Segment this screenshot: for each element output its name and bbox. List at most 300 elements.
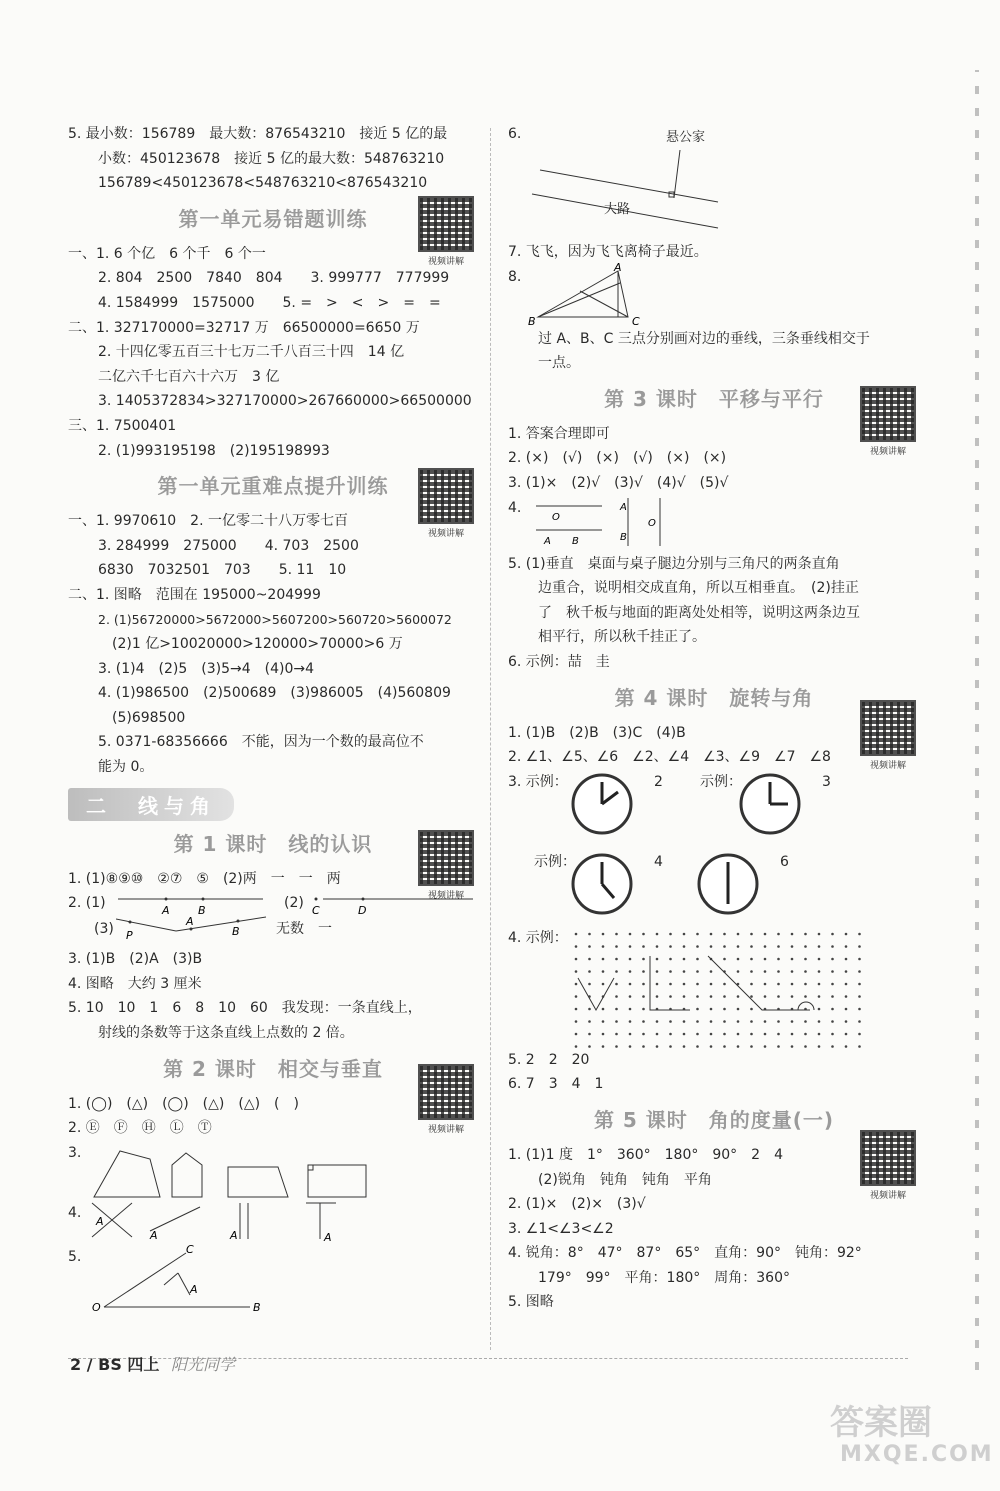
text-label: 2. (1) (68, 895, 106, 912)
text-line: 3. (1)× (2)√ (3)√ (4)√ (5)√ (508, 474, 729, 491)
text-label: 4. (68, 1204, 82, 1221)
text-label: 5. (68, 1248, 82, 1265)
qr-code[interactable] (418, 1064, 474, 1135)
grid-dot (764, 1045, 767, 1048)
grid-dot (710, 932, 713, 935)
parallel-diagram (532, 496, 692, 552)
grid-dot (602, 1032, 605, 1035)
grid-dot (764, 1032, 767, 1035)
grid-dot (845, 1032, 848, 1035)
text-line: 一、1. 6 个亿 6 个千 6 个一 (68, 245, 266, 262)
grid-dot (615, 995, 618, 998)
grid-dot (777, 957, 780, 960)
grid-dot (602, 945, 605, 948)
line-diagram-2 (116, 913, 286, 943)
grid-dot (750, 982, 753, 985)
text-line: 了 秋千板与地面的距离处处相等，说明这两条边互 (538, 604, 860, 621)
grid-dot (831, 957, 834, 960)
grid-dot (804, 957, 807, 960)
qr-caption: 视频讲解 (427, 257, 464, 267)
text-line: 5. 2 2 20 (508, 1051, 590, 1068)
grid-dot (764, 982, 767, 985)
grid-dot (791, 1045, 794, 1048)
grid-dot (791, 945, 794, 948)
grid-dot (845, 1045, 848, 1048)
brand-logo: 阳光同学 (171, 1355, 236, 1374)
grid-dot (737, 957, 740, 960)
text-line: 2. ∠1、∠5、∠6 ∠2、∠4 ∠3、∠9 ∠7 ∠8 (508, 749, 831, 766)
qr-caption: 视频讲解 (869, 1191, 906, 1201)
road-figure-row (508, 122, 920, 240)
grid-dot (764, 932, 767, 935)
parallel-figure-row (508, 496, 920, 552)
grid-dot (615, 957, 618, 960)
qr-caption: 视频讲解 (869, 761, 906, 771)
page-footer (70, 1352, 235, 1375)
grid-dot (804, 970, 807, 973)
svg-text:A: A (544, 535, 551, 547)
grid-dot (858, 932, 861, 935)
svg-text:A: A (614, 262, 622, 274)
left-column (68, 122, 478, 1315)
grid-dot (629, 970, 632, 973)
grid-dot (656, 1020, 659, 1023)
text-line: 4. 锐角：8° 47° 87° 65° 直角：90° 钝角：92° (508, 1245, 862, 1262)
grid-dot (750, 957, 753, 960)
grid-dot (710, 1020, 713, 1023)
grid-dot (723, 982, 726, 985)
grid-dot (858, 945, 861, 948)
grid-dot (588, 1020, 591, 1023)
grid-dot (737, 1045, 740, 1048)
grid-dot (696, 945, 699, 948)
grid-dot (696, 932, 699, 935)
grid-dot (710, 995, 713, 998)
grid-dot (588, 982, 591, 985)
grid-dot (777, 982, 780, 985)
grid-dot (750, 970, 753, 973)
text-line: 3. ∠1<∠3<∠2 (508, 1220, 614, 1237)
grid-dot (723, 1045, 726, 1048)
svg-text:C: C (186, 1242, 194, 1256)
grid-dot (737, 995, 740, 998)
text-line: 1. (1)1 度 1° 360° 180° 90° 2 4 (508, 1146, 783, 1163)
shapes-diagram (90, 1145, 410, 1205)
grid-dot (710, 1007, 713, 1010)
grid-dot (629, 945, 632, 948)
grid-dot (683, 982, 686, 985)
grid-dot (791, 982, 794, 985)
grid-dot (575, 957, 578, 960)
grid-dot (629, 1007, 632, 1010)
svg-text:O: O (552, 511, 560, 523)
text-line: 5. (1)垂直 桌面与桌子腿边分别与三角尺的两条直角 (508, 555, 840, 572)
grid-dot (723, 1007, 726, 1010)
svg-text:A: A (186, 915, 194, 929)
grid-dot (683, 995, 686, 998)
grid-dot (669, 1045, 672, 1048)
text-line: 3. 1405372834>327170000>267660000>66500000 (98, 393, 472, 410)
grid-dot (669, 932, 672, 935)
text-label: 6. (508, 126, 522, 142)
grid-dot (845, 957, 848, 960)
grid-dot (831, 995, 834, 998)
road-label: 大路 (604, 202, 631, 217)
grid-dot (696, 1007, 699, 1010)
angle-diagram (90, 1241, 270, 1313)
grid-dot (818, 970, 821, 973)
svg-text:B: B (620, 531, 627, 543)
text-line: 二亿六千七百六十六万 3 亿 (98, 368, 280, 385)
grid-dot (750, 932, 753, 935)
grid-dot (858, 970, 861, 973)
page-edge (975, 70, 979, 1370)
grid-dot (845, 932, 848, 935)
text-line: 4. (1)986500 (2)500689 (3)986005 (4)560809 (98, 685, 451, 702)
grid-dot (575, 1045, 578, 1048)
grid-dot (845, 970, 848, 973)
svg-text:A: A (96, 1214, 104, 1228)
grid-dot (615, 1032, 618, 1035)
grid-dot (858, 1032, 861, 1035)
text-line: 5. 0371-68356666 不能，因为一个数的最高位不 (98, 734, 424, 751)
grid-dot (615, 982, 618, 985)
grid-dot (818, 995, 821, 998)
text-line: (2)1 亿>10020000>120000>70000>6 万 (112, 636, 403, 653)
grid-dot (575, 982, 578, 985)
grid-dot (710, 970, 713, 973)
grid-dot (656, 932, 659, 935)
grid-dot (683, 932, 686, 935)
grid-dot (696, 957, 699, 960)
svg-text:A: A (190, 1282, 198, 1296)
qr-caption: 视频讲解 (427, 529, 464, 539)
grid-dot (683, 1045, 686, 1048)
perpendicular-diagram (90, 1199, 360, 1245)
grid-dot (588, 1007, 591, 1010)
grid-dot (777, 995, 780, 998)
grid-dot (764, 957, 767, 960)
grid-dot (791, 1032, 794, 1035)
grid-dot (723, 945, 726, 948)
grid-dot (804, 1045, 807, 1048)
grid-dot (818, 932, 821, 935)
grid-dot (683, 945, 686, 948)
grid-dot (777, 1045, 780, 1048)
grid-dot (629, 957, 632, 960)
grid-dot (642, 957, 645, 960)
svg-text:B: B (232, 925, 240, 939)
grid-dot (804, 995, 807, 998)
grid-dot (656, 1045, 659, 1048)
grid-dot (602, 982, 605, 985)
text-line: 2. Ⓔ Ⓕ Ⓗ Ⓛ Ⓣ (68, 1120, 212, 1137)
svg-text:B: B (528, 314, 536, 327)
text-line: 2. (1)56720000>5672000>5607200>560720>5600072 (98, 611, 452, 627)
unit-banner: 二 线与角 (68, 788, 234, 821)
grid-dot (575, 1032, 578, 1035)
text-line: 1. (◯) (△) (◯) (△) (△) ( ) (68, 1095, 299, 1112)
grid-dot (710, 1045, 713, 1048)
grid-dot (588, 970, 591, 973)
grid-dot (818, 982, 821, 985)
grid-dot (831, 1045, 834, 1048)
text-line: 过 A、B、C 三点分别画对边的垂线，三条垂线相交于 (538, 330, 870, 347)
grid-dot (777, 1032, 780, 1035)
grid-dot (642, 1020, 645, 1023)
text-line: 二、1. 327170000=32717 万 66500000=6650 万 (68, 319, 420, 336)
clock-icon (570, 852, 634, 916)
triangle-row (68, 1242, 478, 1315)
grid-dot (818, 1020, 821, 1023)
grid-dot (831, 945, 834, 948)
svg-text:D: D (358, 904, 367, 918)
grid-dot (615, 970, 618, 973)
svg-text:A: A (150, 1228, 158, 1242)
grid-dot (777, 932, 780, 935)
grid-dot (629, 1045, 632, 1048)
grid-dot (831, 1020, 834, 1023)
grid-dot (831, 982, 834, 985)
text-line: 3. (1)B (2)A (3)B (68, 951, 203, 968)
grid-dot (669, 1032, 672, 1035)
grid-dot (818, 945, 821, 948)
grid-dot (818, 1032, 821, 1035)
grid-dot (615, 945, 618, 948)
text-line: 6830 7032501 703 5. 11 10 (98, 562, 347, 579)
clock-icon (738, 772, 802, 836)
grid-dot (656, 945, 659, 948)
text-line: 1. (1)B (2)B (3)C (4)B (508, 724, 686, 741)
grid-dot (615, 1020, 618, 1023)
grid-dot (696, 1020, 699, 1023)
grid-dot (602, 970, 605, 973)
grid-dot (831, 932, 834, 935)
text-line: 一、1. 9970610 2. 一亿零二十八万零七百 (68, 513, 348, 530)
grid-dot (737, 1020, 740, 1023)
svg-text:P: P (126, 929, 133, 943)
text-line: 1. 答案合理即可 (508, 425, 610, 442)
text-line: 5. 10 10 1 6 8 10 60 我发现：一条直线上， (68, 1000, 422, 1017)
text-line: 6. 示例：喆 圭 (508, 653, 610, 670)
grid-dot (642, 945, 645, 948)
text-line: 相平行，所以秋千挂正了。 (538, 629, 706, 646)
text-line: 二、1. 图略 范围在 195000~204999 (68, 586, 321, 603)
qr-code[interactable] (418, 196, 474, 267)
triangle-diagram (528, 263, 668, 327)
text-line: 7. 飞飞，因为飞飞离椅子最近。 (508, 244, 708, 260)
grid-dot (696, 1032, 699, 1035)
grid-dot (710, 982, 713, 985)
grid-dot (602, 932, 605, 935)
svg-text:O: O (92, 1300, 101, 1313)
grid-dot (602, 957, 605, 960)
text-label: 4. (508, 499, 522, 516)
grid-dot (831, 1007, 834, 1010)
triangle-figure-row (508, 262, 920, 327)
grid-dot (629, 1032, 632, 1035)
svg-text:B: B (572, 535, 579, 547)
grid-dot (723, 932, 726, 935)
grid-dot (845, 1007, 848, 1010)
grid-dot (750, 1045, 753, 1048)
svg-text:A: A (230, 1228, 238, 1242)
grid-dot (723, 995, 726, 998)
section-heading: 第 2 课时 相交与垂直 (163, 1056, 383, 1081)
grid-dot (642, 1045, 645, 1048)
grid-dot (858, 995, 861, 998)
text-label: 4. 示例： (508, 929, 568, 946)
shapes-row (68, 1141, 478, 1201)
grid-dot (858, 1020, 861, 1023)
grid-dot (750, 1020, 753, 1023)
dot-grid-diagram (570, 930, 870, 1050)
clock-row (508, 844, 920, 926)
grid-dot (588, 1032, 591, 1035)
grid-dot (750, 995, 753, 998)
text-label: 3. 示例： (508, 773, 568, 790)
svg-text:C: C (632, 314, 640, 327)
svg-text:C: C (312, 904, 320, 918)
section-heading: 第 1 课时 线的认识 (173, 831, 373, 856)
qr-code[interactable] (418, 830, 474, 901)
text-line: 一点。 (538, 355, 580, 372)
grid-dot (669, 1020, 672, 1023)
grid-dot (615, 1045, 618, 1048)
text-label: 3. (68, 1144, 82, 1161)
grid-dot (845, 982, 848, 985)
text-line: 2. 十四亿零五百三十七万二千八百三十四 14 亿 (98, 344, 405, 361)
grid-dot (656, 957, 659, 960)
text-label: (3) (94, 921, 114, 938)
text-line: 156789<450123678<548763210<876543210 (98, 175, 428, 192)
clock-icon (696, 852, 760, 916)
qr-caption: 视频讲解 (869, 447, 906, 457)
text-label: 无数 一 (276, 921, 332, 938)
text-label: (2) (284, 895, 304, 912)
text-line: 1. (1)⑧⑨⑩ ②⑦ ⑤ (2)两 一 一 两 (68, 870, 341, 887)
text-line: 6. 7 3 4 1 (508, 1076, 604, 1093)
grid-dot (818, 957, 821, 960)
grid-dot (791, 932, 794, 935)
grid-dot (669, 995, 672, 998)
grid-dot (656, 970, 659, 973)
page-number: 2 / BS 四上 (70, 1355, 160, 1374)
grid-dot (804, 982, 807, 985)
grid-dot (615, 1007, 618, 1010)
text-line: 2. (×) (√) (×) (√) (×) (×) (508, 450, 727, 467)
text-line: 3. 284999 275000 4. 703 2500 (98, 537, 359, 554)
grid-dot (588, 932, 591, 935)
grid-dot (710, 1032, 713, 1035)
section-heading: 第一单元重难点提升训练 (157, 474, 389, 499)
grid-dot (737, 932, 740, 935)
grid-dot (777, 945, 780, 948)
grid-dot (764, 1020, 767, 1023)
grid-dot (642, 932, 645, 935)
grid-dot (669, 970, 672, 973)
grid-dot (750, 1032, 753, 1035)
grid-dot (656, 995, 659, 998)
grid-dot (791, 995, 794, 998)
grid-dot (575, 1020, 578, 1023)
grid-dot (723, 957, 726, 960)
grid-dot (791, 1020, 794, 1023)
grid-dot (750, 1007, 753, 1010)
right-column (508, 122, 920, 1315)
grid-dot (764, 995, 767, 998)
grid-dot (588, 957, 591, 960)
grid-dot (831, 970, 834, 973)
grid-dot (656, 982, 659, 985)
grid-dot (845, 945, 848, 948)
grid-dot (669, 982, 672, 985)
grid-dot (764, 970, 767, 973)
grid-dot (710, 945, 713, 948)
grid-dot (818, 1007, 821, 1010)
grid-dot (642, 1007, 645, 1010)
grid-dot (656, 1032, 659, 1035)
grid-dot (804, 1020, 807, 1023)
text-line: 3. (1)4 (2)5 (3)5→4 (4)0→4 (98, 660, 315, 677)
watermark-url: MXQE.COM (840, 1442, 994, 1467)
grid-dot (804, 932, 807, 935)
grid-dot (791, 957, 794, 960)
grid-dot (602, 1045, 605, 1048)
text-label: 示例： (700, 773, 742, 790)
grid-dot (804, 945, 807, 948)
text-label: 3 (822, 773, 831, 790)
grid-dot (818, 1045, 821, 1048)
section-heading: 第 3 课时 平移与平行 (604, 386, 824, 411)
svg-text:A: A (620, 501, 627, 513)
grid-dot (575, 1007, 578, 1010)
grid-dot (858, 1045, 861, 1048)
grid-dot (737, 970, 740, 973)
grid-dot (575, 932, 578, 935)
grid-dot (777, 1020, 780, 1023)
grid-dot (723, 1020, 726, 1023)
grid-dot (575, 995, 578, 998)
svg-text:A: A (162, 904, 170, 918)
grid-dot (696, 995, 699, 998)
section-heading: 第 4 课时 旋转与角 (614, 685, 814, 710)
grid-dot (602, 1020, 605, 1023)
grid-dot (683, 957, 686, 960)
grid-dot (831, 1032, 834, 1035)
svg-text:O: O (648, 517, 656, 529)
text-label: 8. (508, 268, 522, 285)
qr-caption: 视频讲解 (427, 891, 464, 901)
grid-dot (683, 1032, 686, 1035)
text-line: 4. 1584999 1575000 5. = > < > = = (98, 294, 441, 311)
grid-dot (642, 982, 645, 985)
svg-text:B: B (253, 1300, 261, 1313)
text-label: 示例： (534, 853, 576, 870)
grid-dot (696, 982, 699, 985)
grid-dot (642, 995, 645, 998)
grid-dot (845, 995, 848, 998)
text-line: 4. 图略 大约 3 厘米 (68, 975, 202, 992)
grid-dot (642, 970, 645, 973)
text-label: 2 (654, 773, 663, 790)
dot-grid-row (508, 926, 920, 1048)
watermark-logo: 答案圈 (830, 1403, 932, 1443)
qr-code[interactable] (418, 468, 474, 539)
grid-dot (575, 945, 578, 948)
grid-dot (737, 1032, 740, 1035)
text-line: 2. (1)993195198 (2)195198993 (98, 442, 330, 459)
